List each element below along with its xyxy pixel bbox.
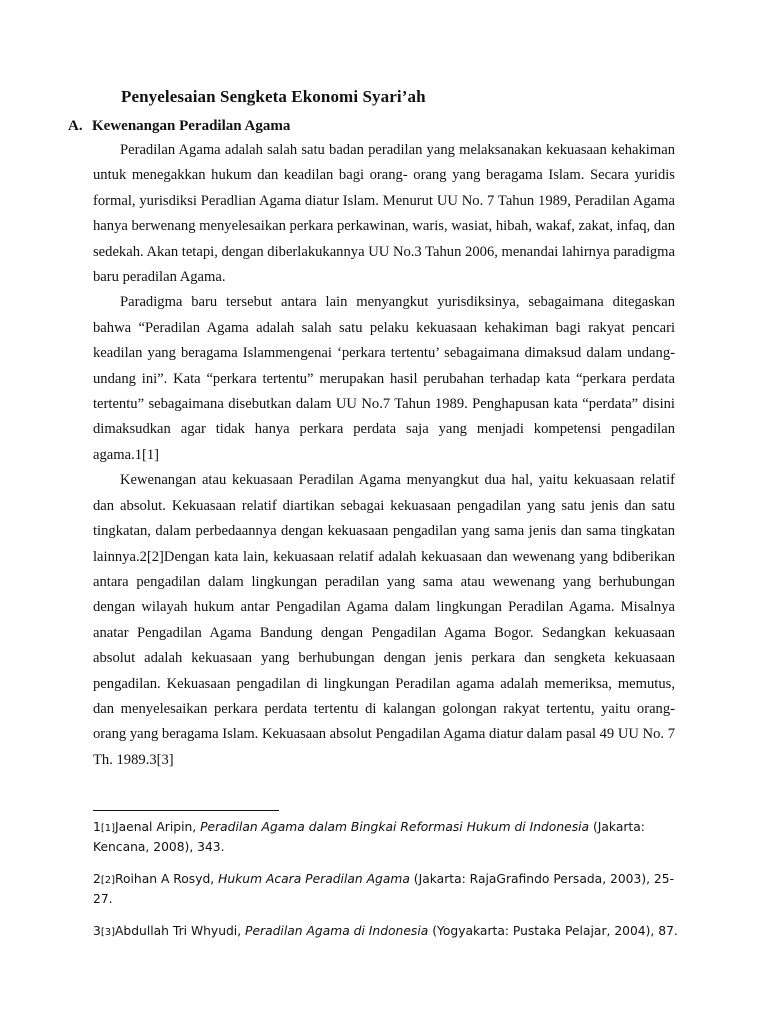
paragraph-1: Peradilan Agama adalah salah satu badan peradilan yang melaksanakan kekuasaan kehakiman untuk menegakkan hukum dan keadilan bagi orang- orang yang beragama Islam. Secara yuridis formal, yurisdiksi Peradlian Agama diatur Islam. Menurut UU No. 7 Tahun 1989, Peradilan Agama hanya berwenang menyelesaikan perkara perkawinan, waris, wasiat, hibah, wakaf, zakat, infaq, dan sedekah. Akan tetapi, dengan diberlakukannya UU No.3 Tahun 2006, menandai lahirnya paradigma baru peradilan Agama. [93,142,675,286]
document-title: Penyelesaian Sengketa Ekonomi Syari’ah [121,87,426,106]
paragraph-3: Kewenangan atau kekuasaan Peradilan Agama menyangkut dua hal, yaitu kekuasaan relatif dan absolut. Kekuasaan relatif diartikan sebagai kekuasaan pengadilan yang satu jenis dan satu tingkatan, dalam perbedaannya dengan kekuasaan pengadilan yang sama jenis dan sama tingkatan lainnya.2[2]Dengan kata lain, kekuasaan relatif adalah kekuasaan dan wewenang yang bdiberikan antara pengadilan dalam lingkungan peradilan yang sama atau wewenang yang berhubungan dengan wilayah hukum antar Pengadilan Agama dalam lingkungan Peradilan Agama. Misalnya anatar Pengadilan Agama Bandung dengan Pengadilan Agama Bogor. Sedangkan kekuasaan absolut adalah kekuasaan yang berhubungan dengan jenis perkara dan sengketa kekuasaan pengadilan. Kekuasaan pengadilan di lingkungan Peradilan agama adalah memeriksa, memutus, dan menyelesaikan perkara perdata tertentu di kalangan golongan rakyat tertentu, yaitu orang-orang yang beragama Islam. Kekuasaan absolut Pengadilan Agama diatur dalam pasal 49 UU No. 7 Th. 1989.3[3] [93,472,675,768]
footnote-1: 1[1]Jaenal Aripin, Peradilan Agama dalam Bingkai Reformasi Hukum di Indonesia (Jakarta: Kencana, 2008), 343. [93,820,645,854]
body-text [93,138,675,773]
footnotes [93,818,683,956]
section-heading [68,118,290,135]
section-title: Kewenangan Peradilan Agama [92,118,291,134]
footnote-3: 3[3]Abdullah Tri Whyudi, Peradilan Agama di Indonesia (Yogyakarta: Pustaka Pelajar, 2004), 87. [93,924,678,938]
paragraph-2: Paradigma baru tersebut antara lain menyangkut yurisdiksinya, sebagaimana ditegaskan bahwa “Peradilan Agama adalah salah satu pelaku kekuasaan kehakiman bagi rakyat pencari keadilan yang beragama Islammengenai ‘perkara tertentu’ sebagaimana dimaksud dalam undang-undang ini”. Kata “perkara tertentu” merupakan hasil perubahan terhadap kata “perkara perdata tertentu” sebagaimana disebutkan dalam UU No.7 Tahun 1989. Penghapusan kata “perdata” disini dimaksudkan agar tidak hanya perkara perdata saja yang menjadi kompetensi pengadilan agama.1[1] [93,294,675,463]
section-letter: A. [68,118,83,134]
footnote-2: 2[2]Roihan A Rosyd, Hukum Acara Peradilan Agama (Jakarta: RajaGrafindo Persada, 2003), 25-27. [93,872,675,906]
footnote-separator [93,810,279,811]
